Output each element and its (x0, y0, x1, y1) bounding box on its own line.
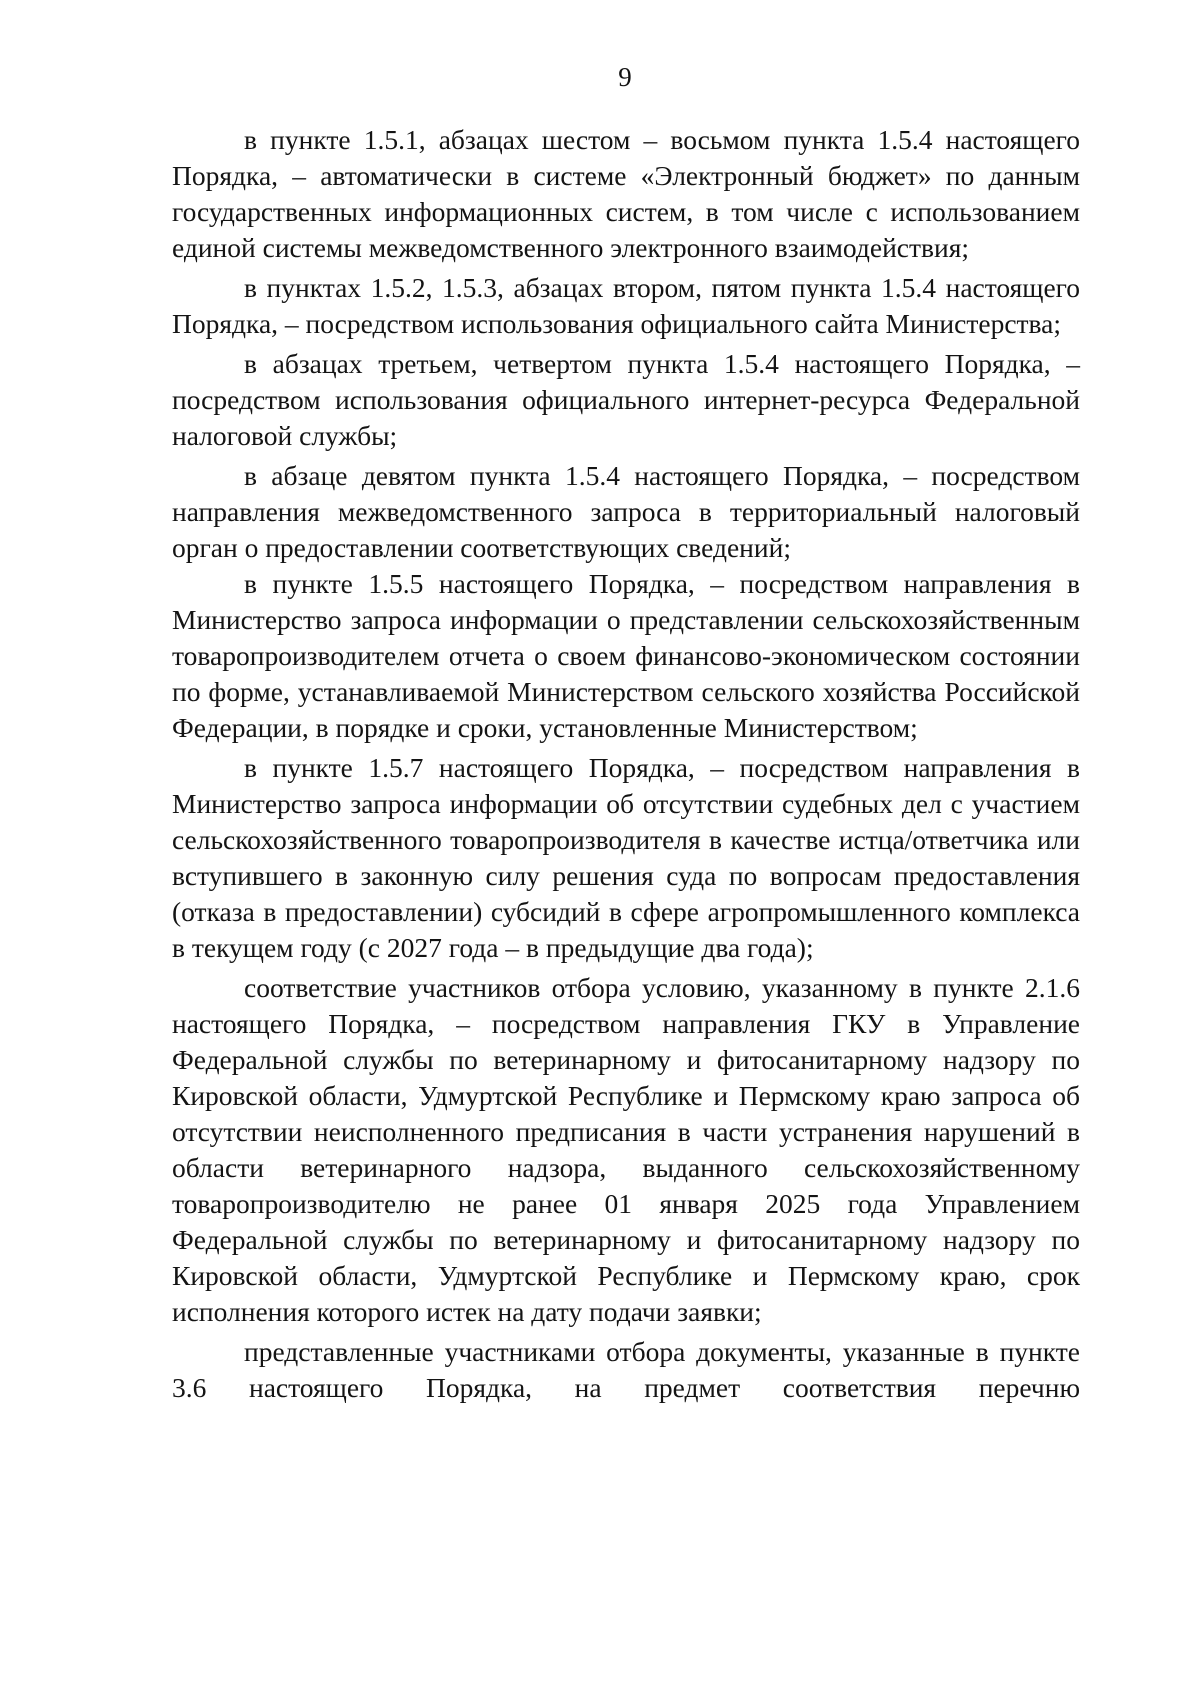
paragraph-2: в пунктах 1.5.2, 1.5.3, абзацах втором, пятом пункта 1.5.4 настоящего Порядка, – посредством использования официального сайта Министерства; (172, 272, 1080, 339)
paragraph-4: в абзаце девятом пункта 1.5.4 настоящего Порядка, – посредством направления межведомственного запроса в территориальный налоговый орган о предоставлении соответствующих сведений; (172, 460, 1080, 563)
paragraph-5: в пункте 1.5.5 настоящего Порядка, – посредством направления в Министерство запроса информации о представлении сельскохозяйственным товаропроизводителем отчета о своем финансово-экономическом состоянии по форме, устанавливаемой Министерством сельского хозяйства Российской Федерации, в порядке и сроки, установленные Министерством; (172, 568, 1080, 743)
paragraph-3: в абзацах третьем, четвертом пункта 1.5.4 настоящего Порядка, – посредством использования официального интернет-ресурса Федеральной налоговой службы; (172, 348, 1080, 451)
document-body (172, 122, 1080, 1406)
page-number: 9 (618, 62, 632, 92)
paragraph-8: представленные участниками отбора документы, указанные в пункте 3.6 настоящего Порядка, на предмет соответствия перечню (172, 1336, 1080, 1403)
paragraph-7: соответствие участников отбора условию, указанному в пункте 2.1.6 настоящего Порядка, – посредством направления ГКУ в Управление Федеральной службы по ветеринарному и фитосанитарному надзору по Кировской области, Удмуртской Республике и Пермскому краю запроса об отсутствии неисполненного предписания в части устранения нарушений в области ветеринарного надзора, выданного сельскохозяйственному товаропроизводителю не ранее 01 января 2025 года Управлением Федеральной службы по ветеринарному и фитосанитарному надзору по Кировской области, Удмуртской Республике и Пермскому краю, срок исполнения которого истек на дату подачи заявки; (172, 972, 1080, 1327)
paragraph-6: в пункте 1.5.7 настоящего Порядка, – посредством направления в Министерство запроса информации об отсутствии судебных дел с участием сельскохозяйственного товаропроизводителя в качестве истца/ответчика или вступившего в законную силу решения суда по вопросам предоставления (отказа в предоставлении) субсидий в сфере агропромышленного комплекса в текущем году (с 2027 года – в предыдущие два года); (172, 752, 1080, 963)
paragraph-1: в пункте 1.5.1, абзацах шестом – восьмом пункта 1.5.4 настоящего Порядка, – автоматически в системе «Электронный бюджет» по данным государственных информационных систем, в том числе с использованием единой системы межведомственного электронного взаимодействия; (172, 124, 1080, 263)
